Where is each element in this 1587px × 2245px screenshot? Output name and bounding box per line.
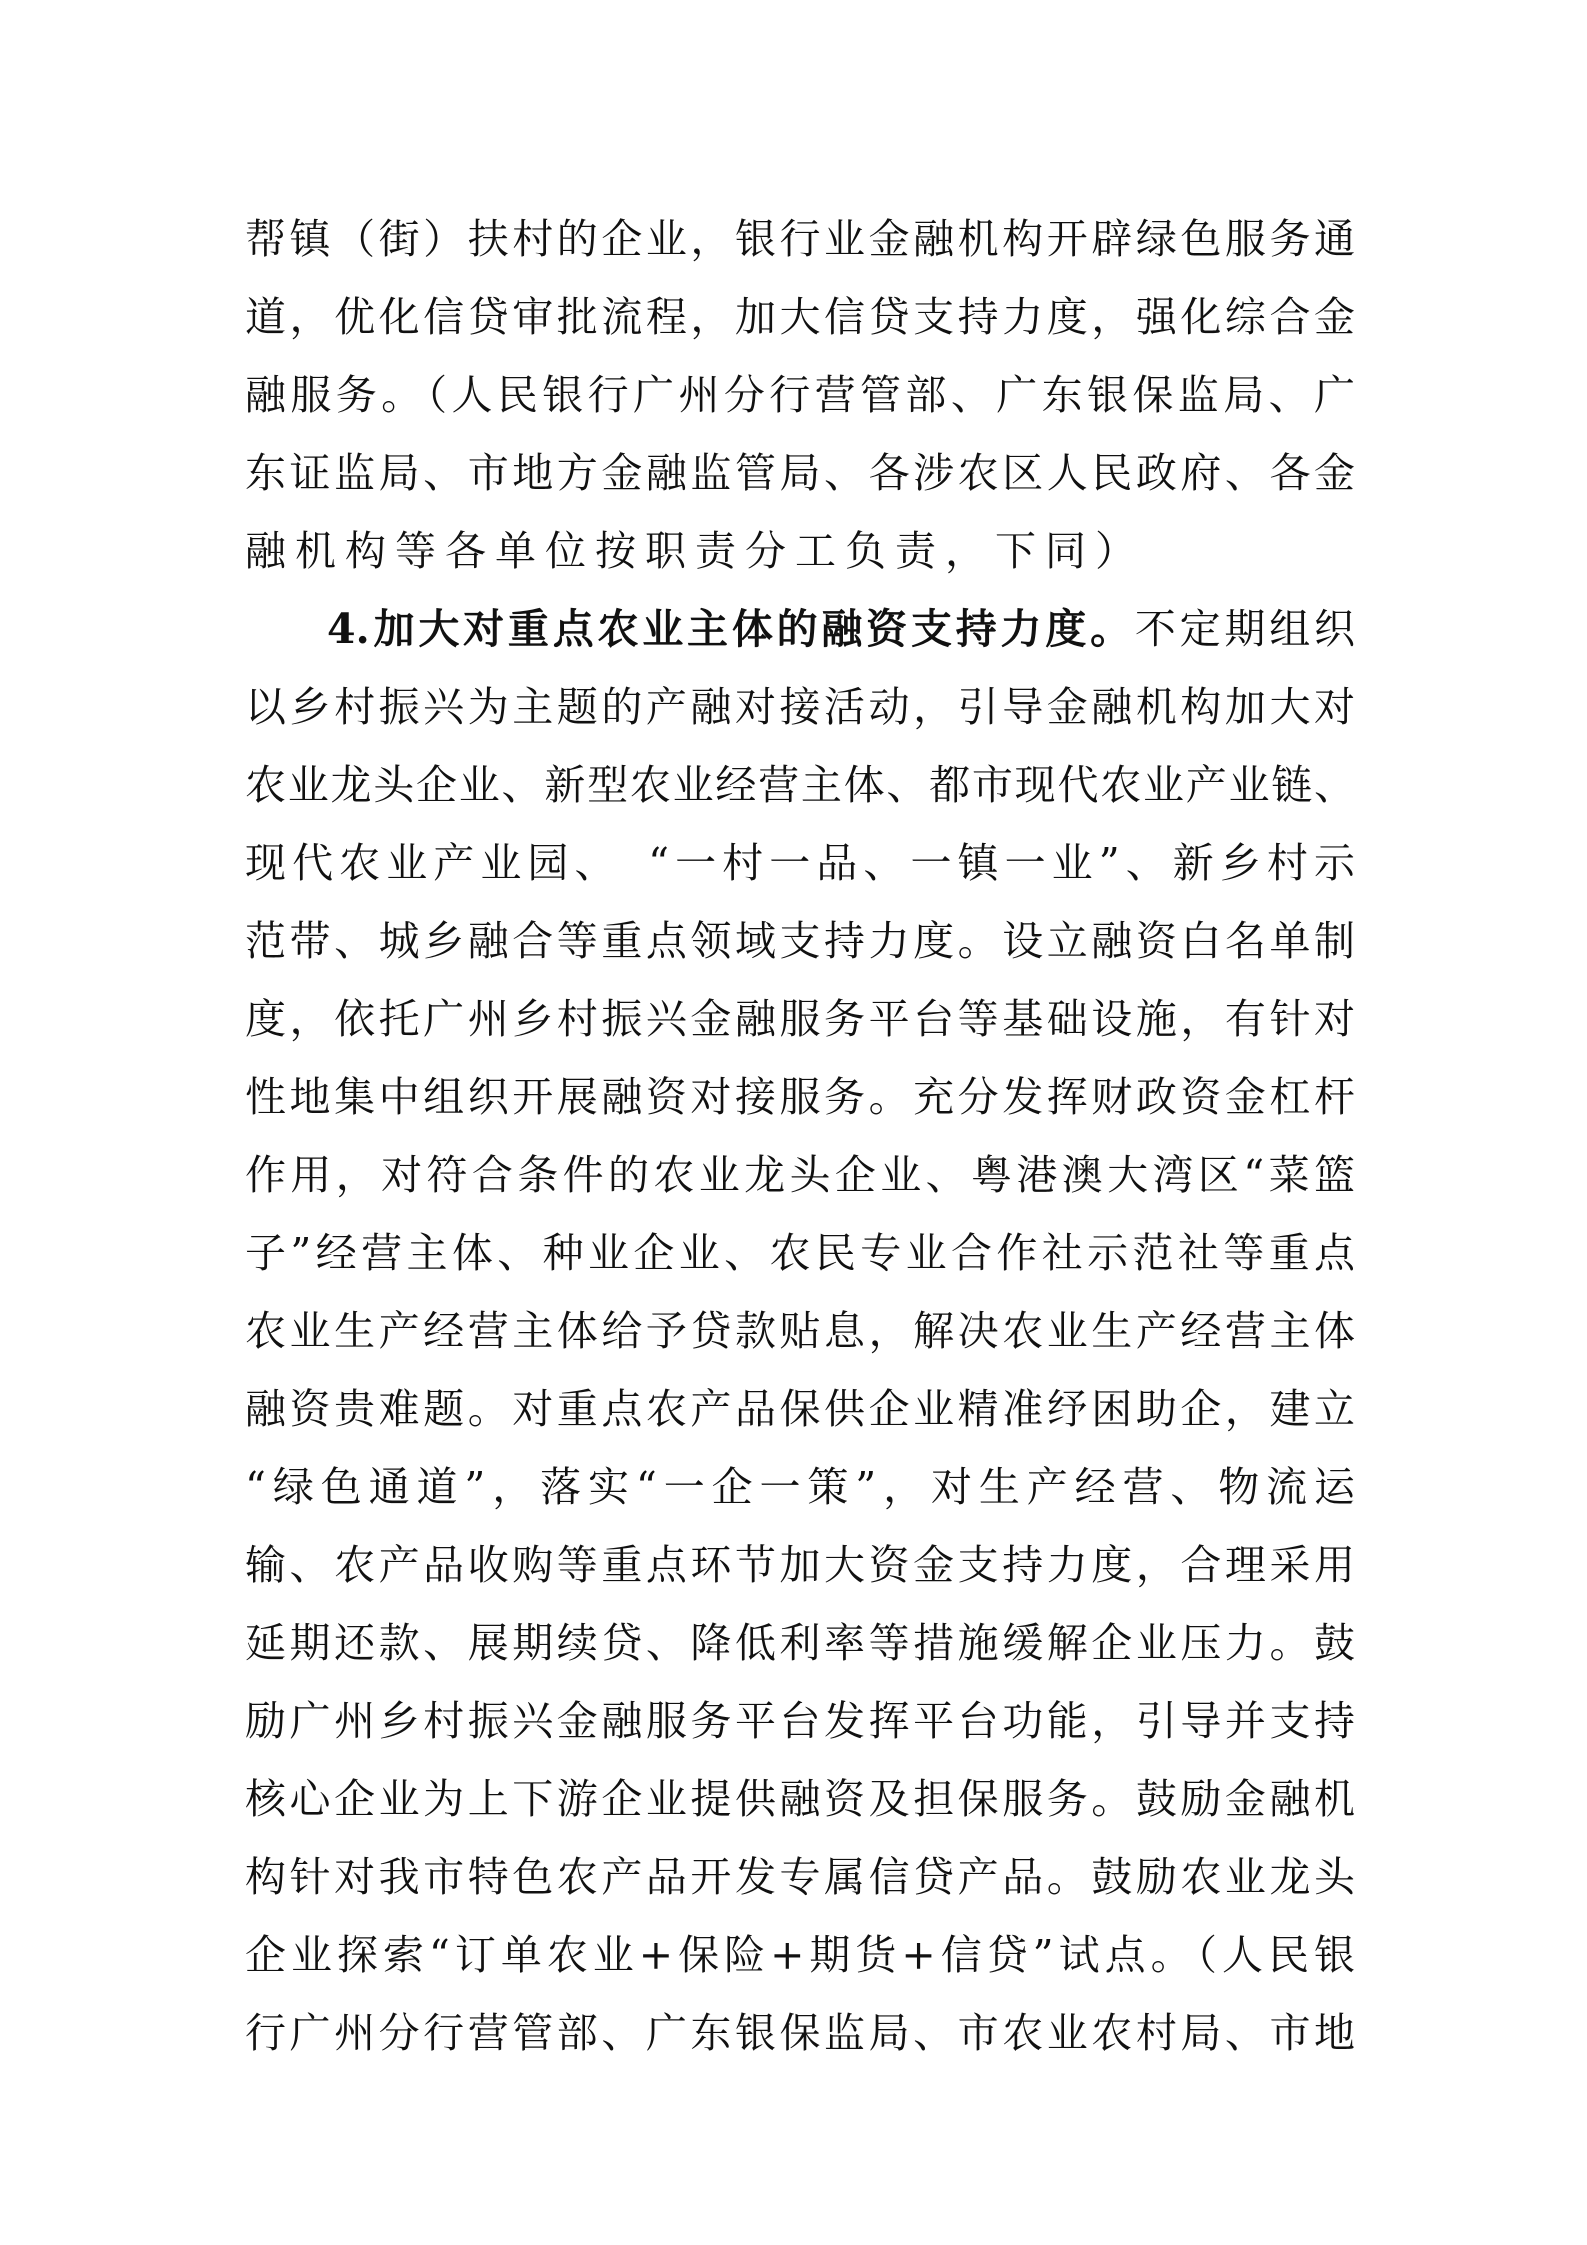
paragraph-line: 以乡村振兴为主题的产融对接活动，引导金融机构加大对 (245, 683, 1355, 731)
paragraph-line: 行广州分行营管部、广东银保监局、市农业农村局、市地 (245, 2009, 1355, 2057)
paragraph-line: 核心企业为上下游企业提供融资及担保服务。鼓励金融机 (245, 1775, 1355, 1823)
paragraph-line: 东证监局、市地方金融监管局、各涉农区人民政府、各金 (245, 449, 1355, 497)
paragraph-line: 农业龙头企业、新型农业经营主体、都市现代农业产业链、 (245, 761, 1355, 809)
paragraph-line: “绿色通道”，落实“一企一策”，对生产经营、物流运 (245, 1463, 1355, 1511)
paragraph-line: 范带、城乡融合等重点领域支持力度。设立融资白名单制 (245, 917, 1355, 965)
paragraph-line: 道，优化信贷审批流程，加大信贷支持力度，强化综合金 (245, 293, 1355, 341)
paragraph-line: 融机构等各单位按职责分工负责，下同） (245, 527, 1145, 575)
paragraph-line: 延期还款、展期续贷、降低利率等措施缓解企业压力。鼓 (245, 1619, 1355, 1667)
section-heading: 4.加大对重点农业主体的融资支持力度。 (327, 605, 1135, 653)
paragraph-line: 融服务。（人民银行广州分行营管部、广东银保监局、广 (245, 371, 1355, 419)
paragraph-line: 子”经营主体、种业企业、农民专业合作社示范社等重点 (245, 1229, 1355, 1277)
paragraph-line: 构针对我市特色农产品开发专属信贷产品。鼓励农业龙头 (245, 1853, 1355, 1901)
paragraph-line: 现代农业产业园、 “一村一品、一镇一业”、新乡村示 (245, 839, 1355, 887)
document-body (245, 200, 1355, 2072)
paragraph-line: 励广州乡村振兴金融服务平台发挥平台功能，引导并支持 (245, 1697, 1355, 1745)
paragraph-line: 性地集中组织开展融资对接服务。充分发挥财政资金杠杆 (245, 1073, 1355, 1121)
paragraph-line: 企业探索“订单农业+保险+期货+信贷”试点。（人民银 (245, 1931, 1355, 1979)
paragraph-line: 度，依托广州乡村振兴金融服务平台等基础设施，有针对 (245, 995, 1355, 1043)
paragraph-line: 帮镇（街）扶村的企业，银行业金融机构开辟绿色服务通 (245, 215, 1355, 263)
paragraph-first-line (245, 590, 1355, 668)
paragraph-text: 不定期组织 (1134, 605, 1355, 653)
paragraph-line: 输、农产品收购等重点环节加大资金支持力度，合理采用 (245, 1541, 1355, 1589)
paragraph-line: 农业生产经营主体给予贷款贴息，解决农业生产经营主体 (245, 1307, 1355, 1355)
paragraph-line: 作用，对符合条件的农业龙头企业、粤港澳大湾区“菜篮 (245, 1151, 1355, 1199)
paragraph-line: 融资贵难题。对重点农产品保供企业精准纾困助企，建立 (245, 1385, 1355, 1433)
